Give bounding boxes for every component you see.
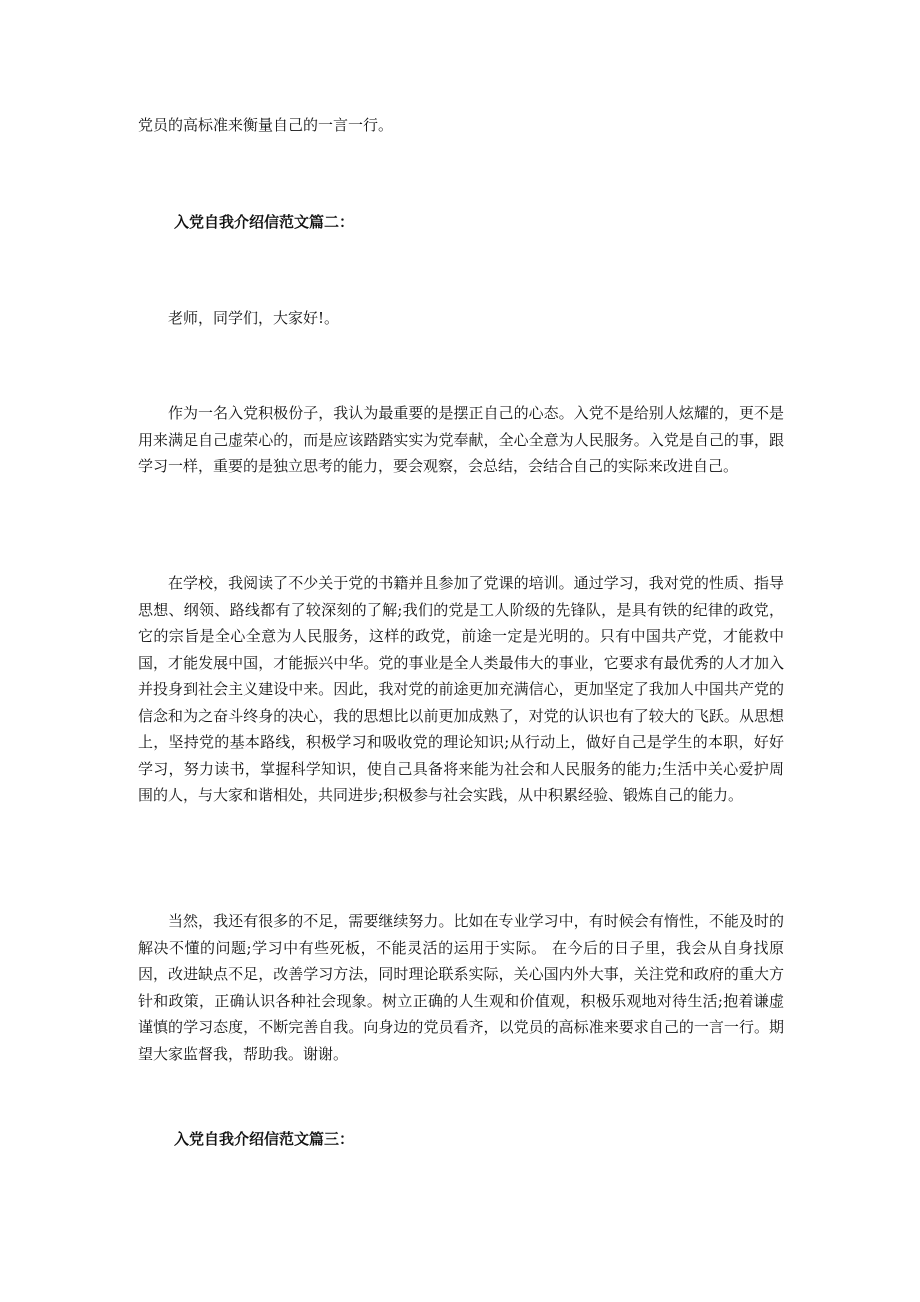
body-paragraph-3: 当然，我还有很多的不足，需要继续努力。比如在专业学习中，有时候会有惰性，不能及时的解决不懂的问题;学习中有些死板，不能灵活的运用于实际。 在今后的日子里，我会从自身找原因，改进缺点不足，改善学习方法，同时理论联系实际，关心国内外大事，关注党和政府的重大方针和政策，正确认识各种社会现象。树立正确的人生观和价值观，积极乐观地对待生活;抱着谦虚谨慎的学习态度，不断完善自我。向身边的党员看齐，以党员的高标准来要求自己的一言一行。期望大家监督我，帮助我。谢谢。 xyxy=(138,912,784,1063)
body-paragraph-1: 作为一名入党积极份子，我认为最重要的是摆正自己的心态。入党不是给别人炫耀的，更不是用来满足自己虚荣心的，而是应该踏踏实实为党奉献，全心全意为人民服务。入党是自己的事，跟学习一样，重要的是独立思考的能力，要会观察，会总结，会结合自己的实际来改进自己。 xyxy=(138,404,784,475)
section-heading-two: 入党自我介绍信范文篇二： xyxy=(174,213,355,231)
section-heading-three: 入党自我介绍信范文篇三： xyxy=(174,1130,355,1148)
greeting-paragraph: 老师，同学们，大家好!。 xyxy=(168,309,340,327)
continuation-text: 党员的高标准来衡量自己的一言一行。 xyxy=(138,116,394,134)
body-paragraph-2: 在学校，我阅读了不少关于党的书籍并且参加了党课的培训。通过学习，我对党的性质、指导思想、纲领、路线都有了较深刻的了解;我们的党是工人阶级的先锋队，是具有铁的纪律的政党，它的宗旨是全心全意为人民服务，这样的政党，前途一定是光明的。只有中国共产党，才能救中国，才能发展中国，才能振兴中华。党的事业是全人类最伟大的事业，它要求有最优秀的人才加入并投身到社会主义建设中来。因此，我对党的前途更加充满信心，更加坚定了我加人中国共产党的信念和为之奋斗终身的决心，我的思想比以前更加成熟了，对党的认识也有了较大的飞跃。从思想上，坚持党的基本路线，积极学习和吸收党的理论知识;从行动上，做好自己是学生的本职，好好学习，努力读书，掌握科学知识，使自己具备将来能为社会和人民服务的能力;生活中关心爱护周围的人，与大家和谐相处，共同进步;积极参与社会实践，从中积累经验、锻炼自己的能力。 xyxy=(138,574,784,804)
